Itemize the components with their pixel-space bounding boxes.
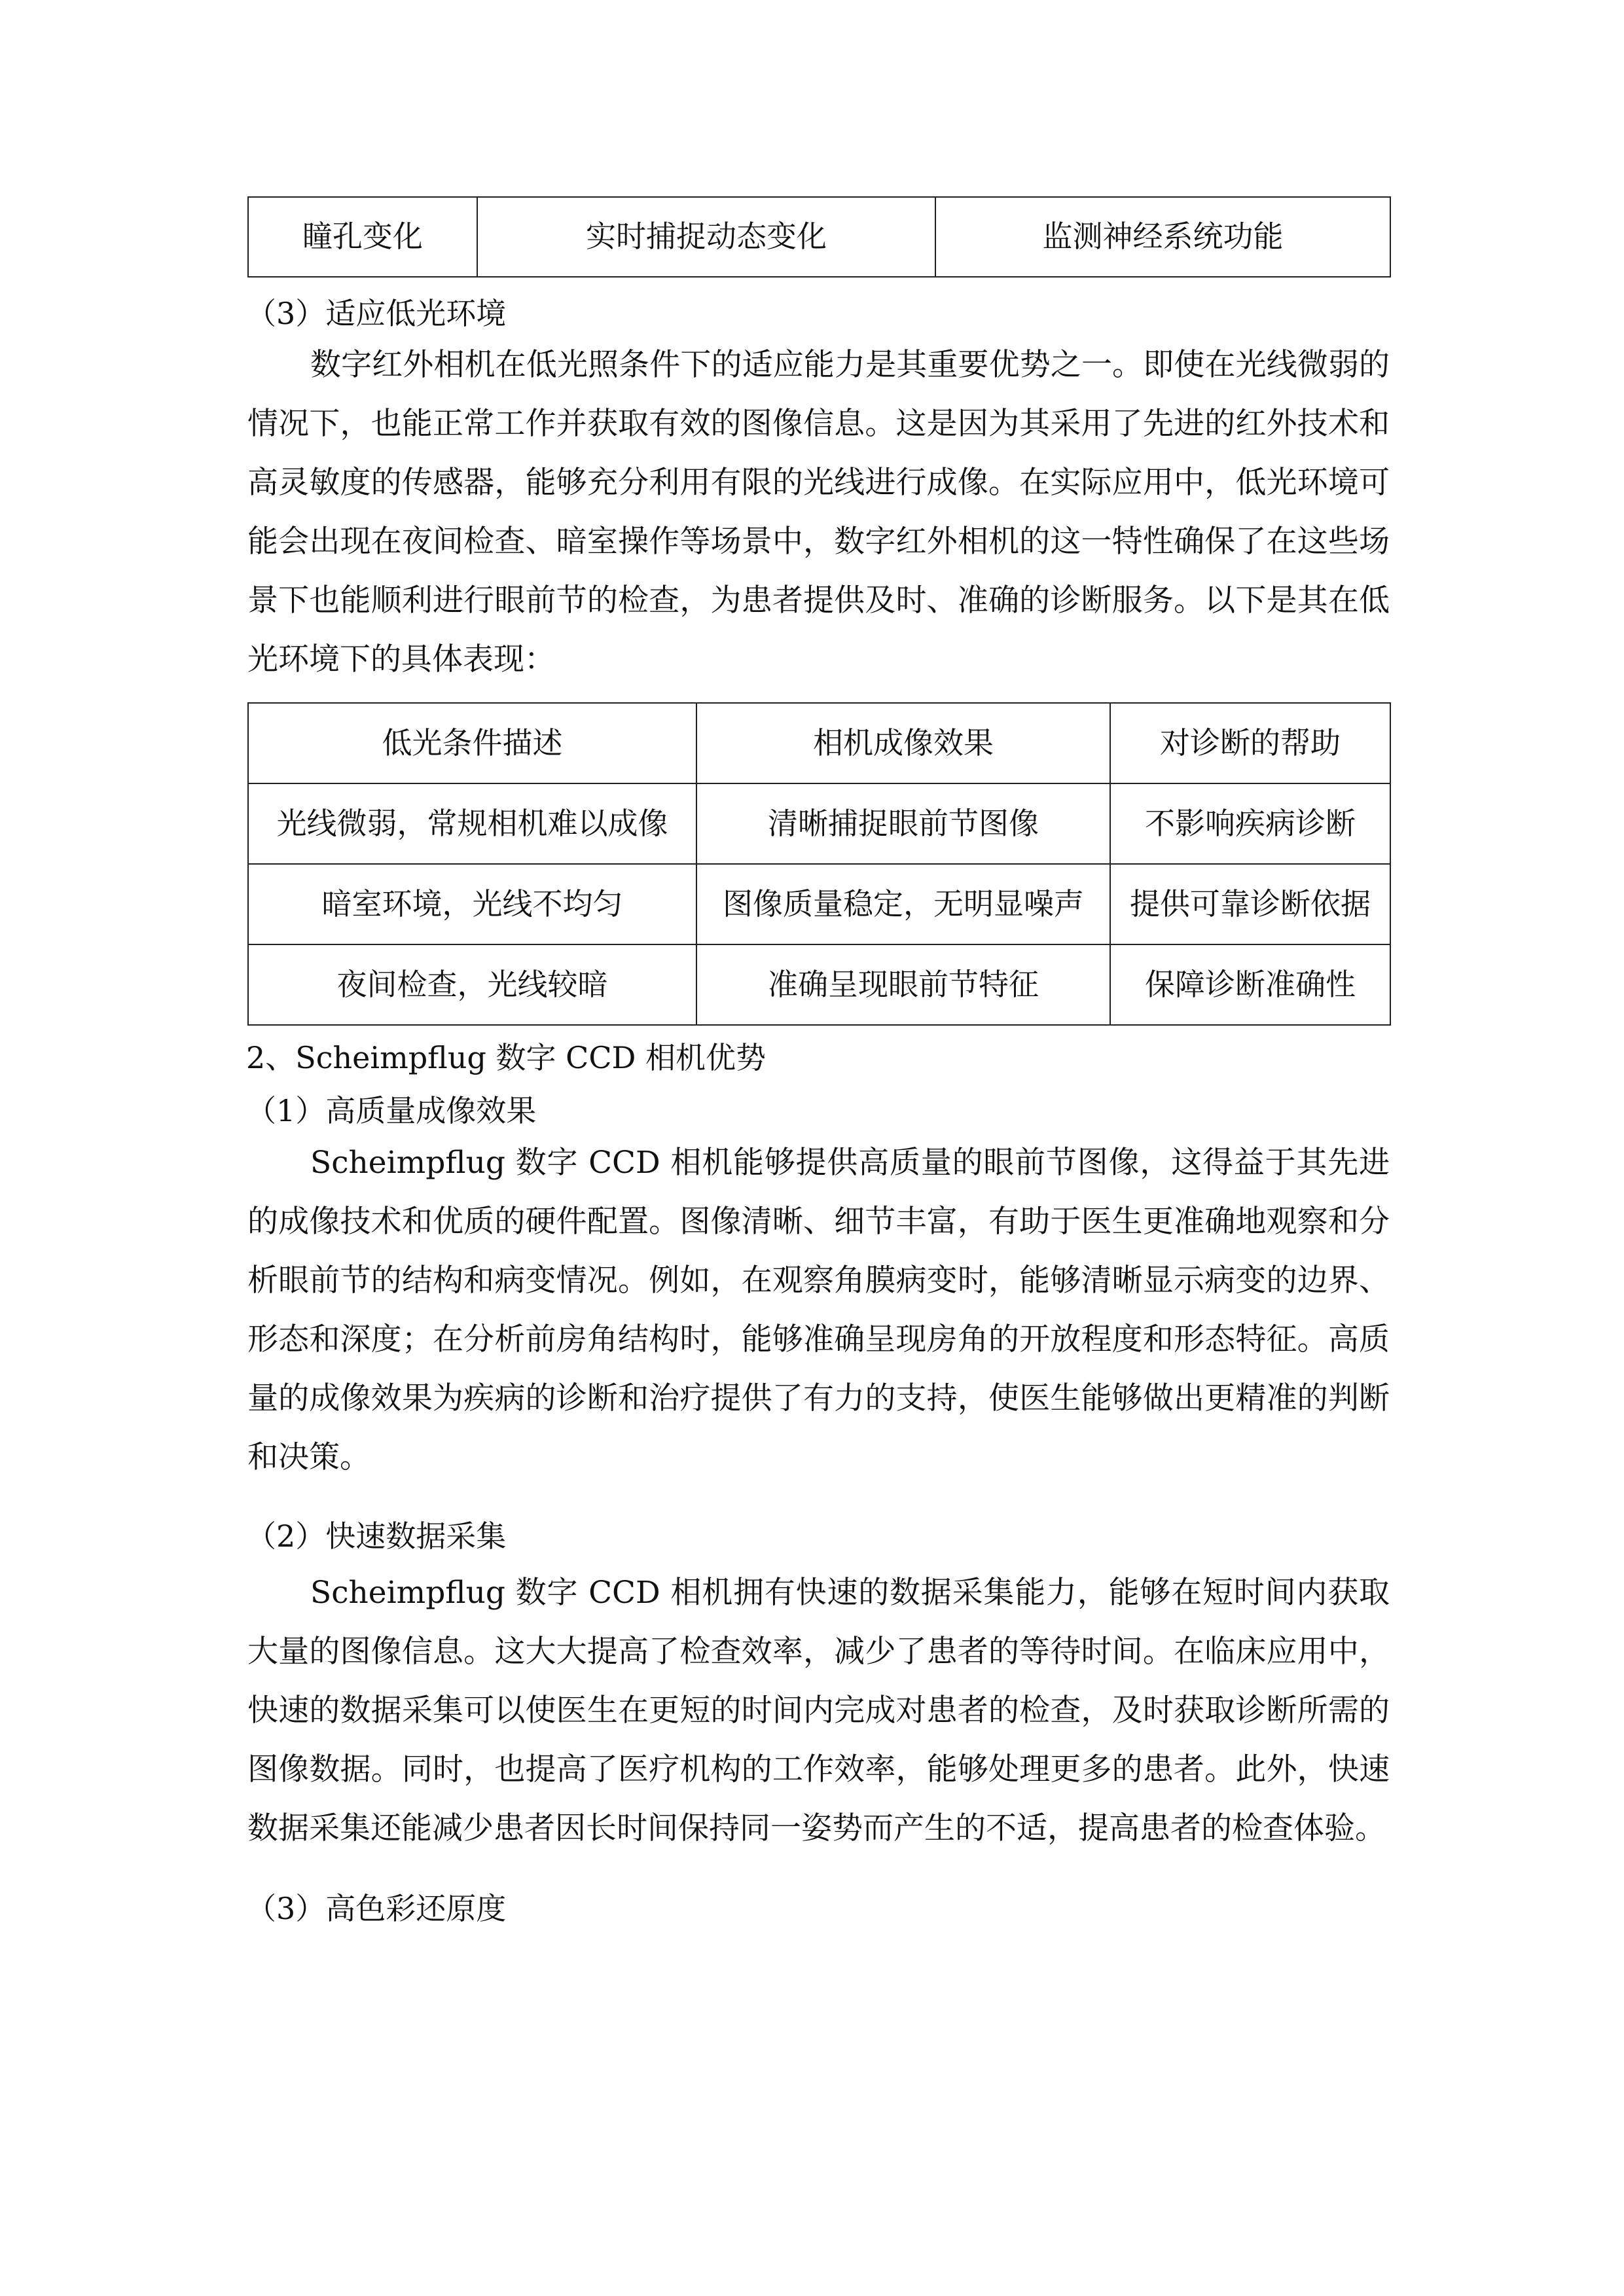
paragraph-quality: Scheimpflug 数字 CCD 相机能够提供高质量的眼前节图像，这得益于其先进的成像技术和优质的硬件配置。图像清晰、细节丰富，有助于医生更准确地观察和分析眼前节的结构和病变情况。例如，在观察角膜病变时，能够清晰显示病变的边界、形态和深度；在分析前房角结构时，能够准确呈现房角的开放程度和形态特征。高质量的成像效果为疾病的诊断和治疗提供了有力的支持，使医生能够做出更精准的判断和决策。: [247, 1144, 1390, 1475]
table-header-row: [248, 703, 1390, 783]
paragraph-low-light: 数字红外相机在低光照条件下的适应能力是其重要优势之一。即使在光线微弱的情况下，也能正常工作并获取有效的图像信息。这是因为其采用了先进的红外技术和高灵敏度的传感器，能够充分利用有限的光线进行成像。在实际应用中，低光环境可能会出现在夜间检查、暗室操作等场景中，数字红外相机的这一特性确保了在这些场景下也能顺利进行眼前节的检查，为患者提供及时、准确的诊断服务。以下是其在低光环境下的具体表现：: [247, 347, 1390, 678]
paragraph-fast-acquisition: Scheimpflug 数字 CCD 相机拥有快速的数据采集能力，能够在短时间内获取大量的图像信息。这大大提高了检查效率，减少了患者的等待时间。在临床应用中，快速的数据采集可以使医生在更短的时间内完成对患者的检查，及时获取诊断所需的图像数据。同时，也提高了医疗机构的工作效率，能够处理更多的患者。此外，快速数据采集还能减少患者因长时间保持同一姿势而产生的不适，提高患者的检查体验。: [247, 1574, 1390, 1846]
table-cell: 监测神经系统功能: [935, 197, 1390, 277]
table-row: [248, 944, 1390, 1025]
table-row: [248, 197, 1390, 277]
table-cell: 夜间检查，光线较暗: [248, 944, 696, 1025]
table-cell: 实时捕捉动态变化: [477, 197, 935, 277]
table-cell: 图像质量稳定，无明显噪声: [696, 864, 1110, 944]
table-cell: 光线微弱，常规相机难以成像: [248, 783, 696, 864]
table-header-cell: 低光条件描述: [248, 703, 696, 783]
table-cell: 保障诊断准确性: [1110, 944, 1390, 1025]
document-page: [247, 196, 1390, 1927]
table-cell: 不影响疾病诊断: [1110, 783, 1390, 864]
table-pupil: [247, 196, 1391, 278]
table-cell: 清晰捕捉眼前节图像: [696, 783, 1110, 864]
subsection-heading-fast-acquisition: （2）快速数据采集: [246, 1518, 507, 1554]
table-header-cell: 对诊断的帮助: [1110, 703, 1390, 783]
table-cell: 瞳孔变化: [248, 197, 477, 277]
table-low-light: [247, 702, 1391, 1026]
section-heading-low-light: （3）适应低光环境: [246, 296, 507, 331]
table-row: [248, 783, 1390, 864]
table-row: [248, 864, 1390, 944]
table-cell: 提供可靠诊断依据: [1110, 864, 1390, 944]
table-cell: 暗室环境，光线不均匀: [248, 864, 696, 944]
table-header-cell: 相机成像效果: [696, 703, 1110, 783]
table-cell: 准确呈现眼前节特征: [696, 944, 1110, 1025]
section-heading-scheimpflug: 2、Scheimpflug 数字 CCD 相机优势: [246, 1040, 767, 1076]
subsection-heading-color: （3）高色彩还原度: [246, 1890, 507, 1926]
subsection-heading-quality: （1）高质量成像效果: [246, 1093, 537, 1129]
